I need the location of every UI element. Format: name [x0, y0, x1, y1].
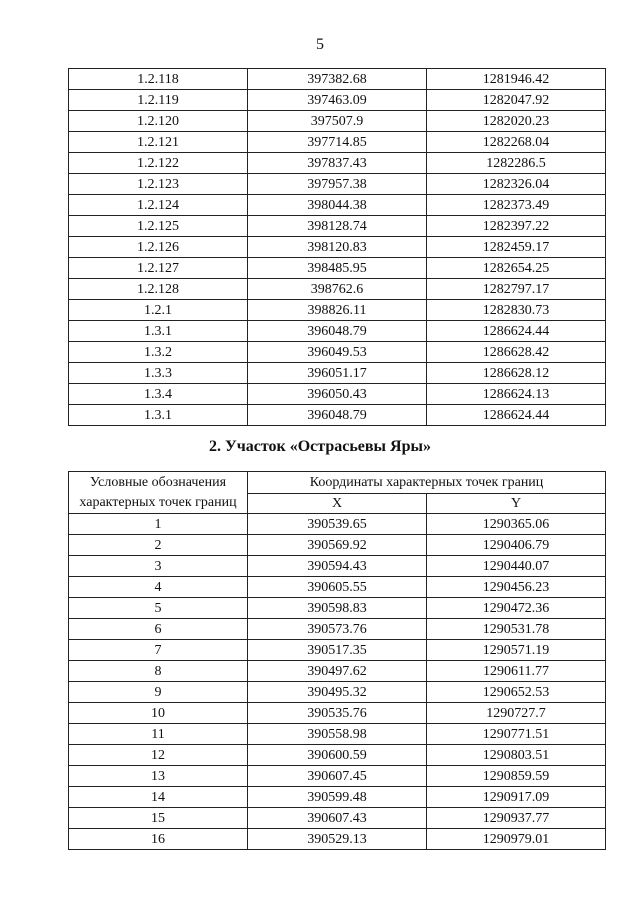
- x-coordinate-cell: 397957.38: [248, 174, 427, 195]
- y-coordinate-cell: 1290803.51: [427, 745, 606, 766]
- x-coordinate-cell: 390539.65: [248, 514, 427, 535]
- table-row: [69, 174, 606, 195]
- y-coordinate-cell: 1290859.59: [427, 766, 606, 787]
- point-id-cell: 6: [69, 619, 248, 640]
- y-coordinate-cell: 1282047.92: [427, 90, 606, 111]
- x-coordinate-cell: 398128.74: [248, 216, 427, 237]
- x-coordinate-cell: 390607.43: [248, 808, 427, 829]
- y-coordinate-cell: 1290937.77: [427, 808, 606, 829]
- x-coordinate-cell: 390517.35: [248, 640, 427, 661]
- point-id-cell: 1.3.4: [69, 384, 248, 405]
- header-row: [69, 472, 606, 494]
- x-coordinate-cell: 390598.83: [248, 598, 427, 619]
- table-row: [69, 258, 606, 279]
- x-coordinate-cell: 390535.76: [248, 703, 427, 724]
- y-coordinate-cell: 1290571.19: [427, 640, 606, 661]
- point-id-cell: 1.2.125: [69, 216, 248, 237]
- table-row: [69, 153, 606, 174]
- y-coordinate-cell: 1290365.06: [427, 514, 606, 535]
- y-coordinate-cell: 1286624.13: [427, 384, 606, 405]
- table-row: [69, 342, 606, 363]
- point-id-cell: 16: [69, 829, 248, 850]
- table-header: [69, 472, 606, 514]
- x-coordinate-cell: 390605.55: [248, 577, 427, 598]
- y-coordinate-cell: 1286628.42: [427, 342, 606, 363]
- table-row: [69, 90, 606, 111]
- point-id-cell: 15: [69, 808, 248, 829]
- x-coordinate-cell: 390599.48: [248, 787, 427, 808]
- table-row: [69, 237, 606, 258]
- table-row: [69, 69, 606, 90]
- x-coordinate-cell: 398120.83: [248, 237, 427, 258]
- table-row: [69, 111, 606, 132]
- point-id-cell: 8: [69, 661, 248, 682]
- point-id-cell: 1.2.128: [69, 279, 248, 300]
- point-id-cell: 1.2.124: [69, 195, 248, 216]
- table-row: [69, 405, 606, 426]
- y-coordinate-cell: 1290979.01: [427, 829, 606, 850]
- ostrasyevy-yary-coordinates-table: [68, 471, 606, 850]
- y-coordinate-cell: 1290771.51: [427, 724, 606, 745]
- table-row: [69, 514, 606, 535]
- x-coordinate-cell: 396050.43: [248, 384, 427, 405]
- x-coordinate-cell: 398485.95: [248, 258, 427, 279]
- y-coordinate-cell: 1286628.12: [427, 363, 606, 384]
- y-coordinate-cell: 1290440.07: [427, 556, 606, 577]
- point-id-cell: 11: [69, 724, 248, 745]
- table-row: [69, 787, 606, 808]
- point-id-cell: 1.2.1: [69, 300, 248, 321]
- y-coordinate-cell: 1290917.09: [427, 787, 606, 808]
- x-coordinate-cell: 390594.43: [248, 556, 427, 577]
- header-point-names: Условные обозначения характерных точек границ: [69, 472, 248, 514]
- table-row: [69, 808, 606, 829]
- x-coordinate-cell: 390495.32: [248, 682, 427, 703]
- point-id-cell: 13: [69, 766, 248, 787]
- y-coordinate-cell: 1290611.77: [427, 661, 606, 682]
- table-row: [69, 363, 606, 384]
- point-id-cell: 2: [69, 535, 248, 556]
- point-id-cell: 1.3.3: [69, 363, 248, 384]
- table-row: [69, 703, 606, 724]
- point-id-cell: 4: [69, 577, 248, 598]
- point-id-cell: 7: [69, 640, 248, 661]
- y-coordinate-cell: 1290456.23: [427, 577, 606, 598]
- point-id-cell: 1.2.121: [69, 132, 248, 153]
- y-coordinate-cell: 1286624.44: [427, 321, 606, 342]
- x-coordinate-cell: 390573.76: [248, 619, 427, 640]
- point-id-cell: 12: [69, 745, 248, 766]
- coordinates-table-body: [69, 514, 606, 850]
- coordinates-table-body: [69, 69, 606, 426]
- x-coordinate-cell: 396049.53: [248, 342, 427, 363]
- x-coordinate-cell: 397382.68: [248, 69, 427, 90]
- table-row: [69, 279, 606, 300]
- x-coordinate-cell: 390497.62: [248, 661, 427, 682]
- point-id-cell: 9: [69, 682, 248, 703]
- y-coordinate-cell: 1282830.73: [427, 300, 606, 321]
- point-id-cell: 1.3.1: [69, 405, 248, 426]
- y-coordinate-cell: 1290652.53: [427, 682, 606, 703]
- table-row: [69, 556, 606, 577]
- table-row: [69, 598, 606, 619]
- y-coordinate-cell: 1282286.5: [427, 153, 606, 174]
- y-coordinate-cell: 1286624.44: [427, 405, 606, 426]
- y-coordinate-cell: 1282020.23: [427, 111, 606, 132]
- table-row: [69, 661, 606, 682]
- y-coordinate-cell: 1282459.17: [427, 237, 606, 258]
- x-coordinate-cell: 390529.13: [248, 829, 427, 850]
- point-id-cell: 1.2.118: [69, 69, 248, 90]
- table-row: [69, 321, 606, 342]
- y-coordinate-cell: 1282654.25: [427, 258, 606, 279]
- y-coordinate-cell: 1290531.78: [427, 619, 606, 640]
- table-row: [69, 195, 606, 216]
- x-coordinate-cell: 398826.11: [248, 300, 427, 321]
- table-row: [69, 300, 606, 321]
- y-coordinate-cell: 1290727.7: [427, 703, 606, 724]
- y-coordinate-cell: 1290472.36: [427, 598, 606, 619]
- point-id-cell: 5: [69, 598, 248, 619]
- header-coordinates: Координаты характерных точек границ: [248, 472, 606, 494]
- x-coordinate-cell: 396048.79: [248, 405, 427, 426]
- x-coordinate-cell: 398762.6: [248, 279, 427, 300]
- table-row: [69, 216, 606, 237]
- point-id-cell: 1.2.119: [69, 90, 248, 111]
- point-id-cell: 14: [69, 787, 248, 808]
- table-row: [69, 132, 606, 153]
- y-coordinate-cell: 1281946.42: [427, 69, 606, 90]
- table-row: [69, 619, 606, 640]
- x-coordinate-cell: 397507.9: [248, 111, 427, 132]
- x-coordinate-cell: 398044.38: [248, 195, 427, 216]
- table-row: [69, 766, 606, 787]
- point-id-cell: 3: [69, 556, 248, 577]
- header-y: Y: [427, 494, 606, 514]
- point-id-cell: 1.2.120: [69, 111, 248, 132]
- point-id-cell: 10: [69, 703, 248, 724]
- x-coordinate-cell: 390607.45: [248, 766, 427, 787]
- point-id-cell: 1.2.122: [69, 153, 248, 174]
- section-title: 2. Участок «Острасьевы Яры»: [209, 438, 431, 455]
- y-coordinate-cell: 1282397.22: [427, 216, 606, 237]
- x-coordinate-cell: 390569.92: [248, 535, 427, 556]
- x-coordinate-cell: 396048.79: [248, 321, 427, 342]
- point-id-cell: 1.3.1: [69, 321, 248, 342]
- x-coordinate-cell: 396051.17: [248, 363, 427, 384]
- table-row: [69, 384, 606, 405]
- x-coordinate-cell: 397837.43: [248, 153, 427, 174]
- y-coordinate-cell: 1282268.04: [427, 132, 606, 153]
- y-coordinate-cell: 1282797.17: [427, 279, 606, 300]
- x-coordinate-cell: 397714.85: [248, 132, 427, 153]
- point-id-cell: 1.2.123: [69, 174, 248, 195]
- point-id-cell: 1.2.126: [69, 237, 248, 258]
- page-number: 5: [316, 36, 324, 53]
- table-row: [69, 682, 606, 703]
- coordinates-table-continued: [68, 68, 606, 426]
- table-row: [69, 640, 606, 661]
- table-row: [69, 724, 606, 745]
- y-coordinate-cell: 1290406.79: [427, 535, 606, 556]
- point-id-cell: 1: [69, 514, 248, 535]
- table-row: [69, 535, 606, 556]
- point-id-cell: 1.3.2: [69, 342, 248, 363]
- point-id-cell: 1.2.127: [69, 258, 248, 279]
- table-row: [69, 577, 606, 598]
- x-coordinate-cell: 390600.59: [248, 745, 427, 766]
- y-coordinate-cell: 1282373.49: [427, 195, 606, 216]
- x-coordinate-cell: 397463.09: [248, 90, 427, 111]
- table-row: [69, 745, 606, 766]
- table-row: [69, 829, 606, 850]
- header-x: X: [248, 494, 427, 514]
- y-coordinate-cell: 1282326.04: [427, 174, 606, 195]
- x-coordinate-cell: 390558.98: [248, 724, 427, 745]
